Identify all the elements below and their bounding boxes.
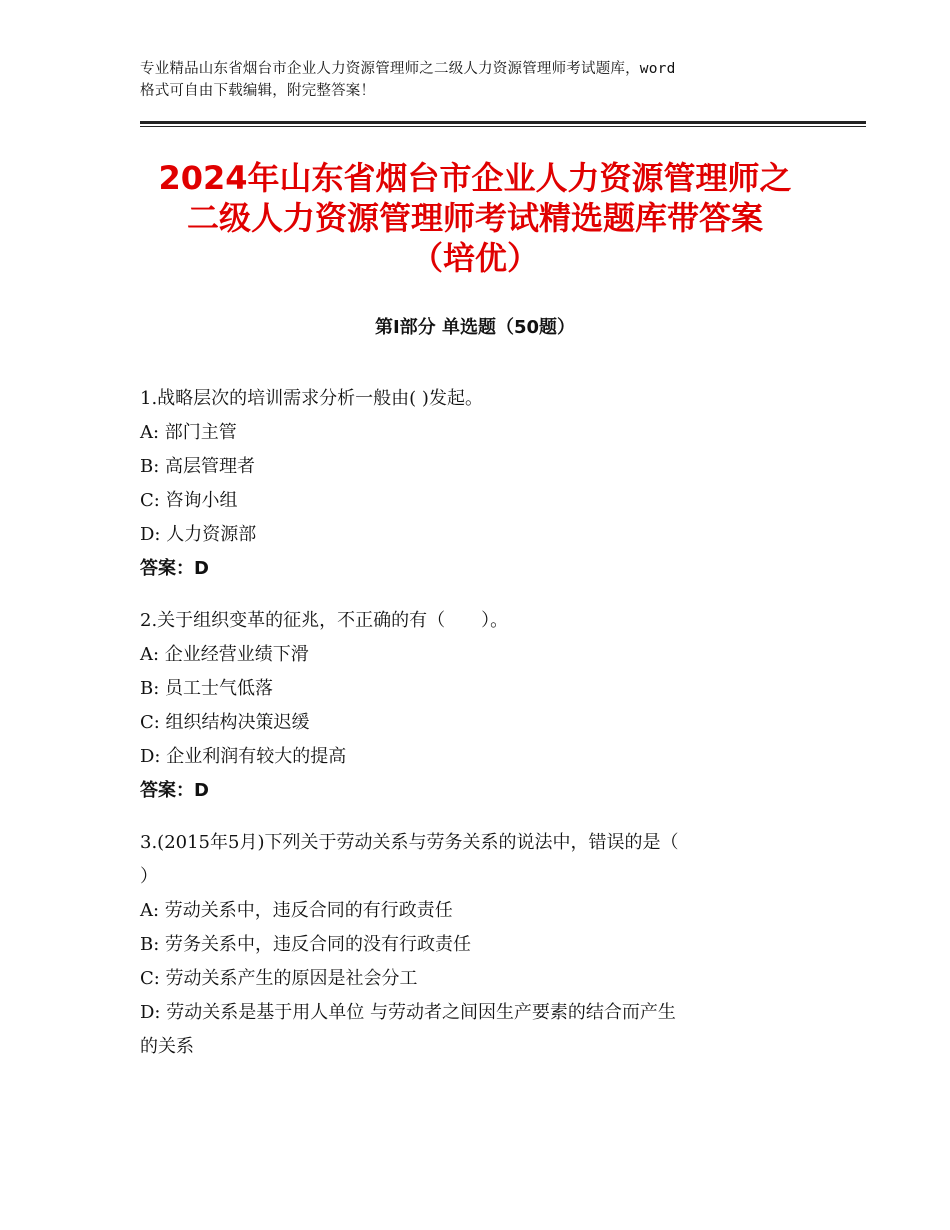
question-3-stem: 3.(2015年5月)下列关于劳动关系与劳务关系的说法中，错误的是（	[140, 832, 679, 853]
header-divider-thin	[140, 126, 866, 127]
header-note	[140, 58, 830, 102]
header-note-line-1: 专业精品山东省烟台市企业人力资源管理师之二级人力资源管理师考试题库，word	[140, 61, 676, 77]
document-title-line-3: （培优）	[410, 239, 539, 277]
question-1	[140, 382, 820, 586]
question-2-option-b: B: 员工士气低落	[140, 678, 274, 699]
question-2-answer: 答案：D	[140, 780, 209, 801]
header-note-line-2: 格式可自由下载编辑，附完整答案！	[140, 83, 376, 99]
question-2-option-d: D: 企业利润有较大的提高	[140, 746, 347, 767]
question-list	[140, 382, 820, 1082]
question-1-answer: 答案：D	[140, 558, 209, 579]
header-divider-thick	[140, 121, 866, 124]
document-title-line-2: 二级人力资源管理师考试精选题库带答案	[186, 199, 763, 237]
question-3-stem-continued: ）	[140, 866, 158, 887]
question-1-option-c: C: 咨询小组	[140, 490, 238, 511]
document-title-line-1: 2024年山东省烟台市企业人力资源管理师之	[158, 159, 792, 197]
question-3-option-d-continued: 的关系	[140, 1036, 194, 1057]
question-3-option-c: C: 劳动关系产生的原因是社会分工	[140, 968, 418, 989]
question-3-option-a: A: 劳动关系中，违反合同的有行政责任	[140, 900, 453, 921]
question-2-option-a: A: 企业经营业绩下滑	[140, 644, 309, 665]
question-2-stem: 2.关于组织变革的征兆，不正确的有（ ）。	[140, 610, 509, 631]
question-3-option-d: D: 劳动关系是基于用人单位 与劳动者之间因生产要素的结合而产生	[140, 1002, 676, 1023]
question-3-option-b: B: 劳务关系中，违反合同的没有行政责任	[140, 934, 472, 955]
question-1-option-a: A: 部门主管	[140, 422, 237, 443]
section-title: 第Ⅰ部分 单选题（50题）	[374, 317, 575, 338]
question-1-option-d: D: 人力资源部	[140, 524, 257, 545]
question-1-stem: 1.战略层次的培训需求分析一般由( )发起。	[140, 388, 483, 409]
question-2	[140, 604, 820, 808]
question-3	[140, 826, 820, 1064]
question-1-option-b: B: 高层管理者	[140, 456, 256, 477]
document-title	[100, 158, 850, 278]
question-2-option-c: C: 组织结构决策迟缓	[140, 712, 310, 733]
